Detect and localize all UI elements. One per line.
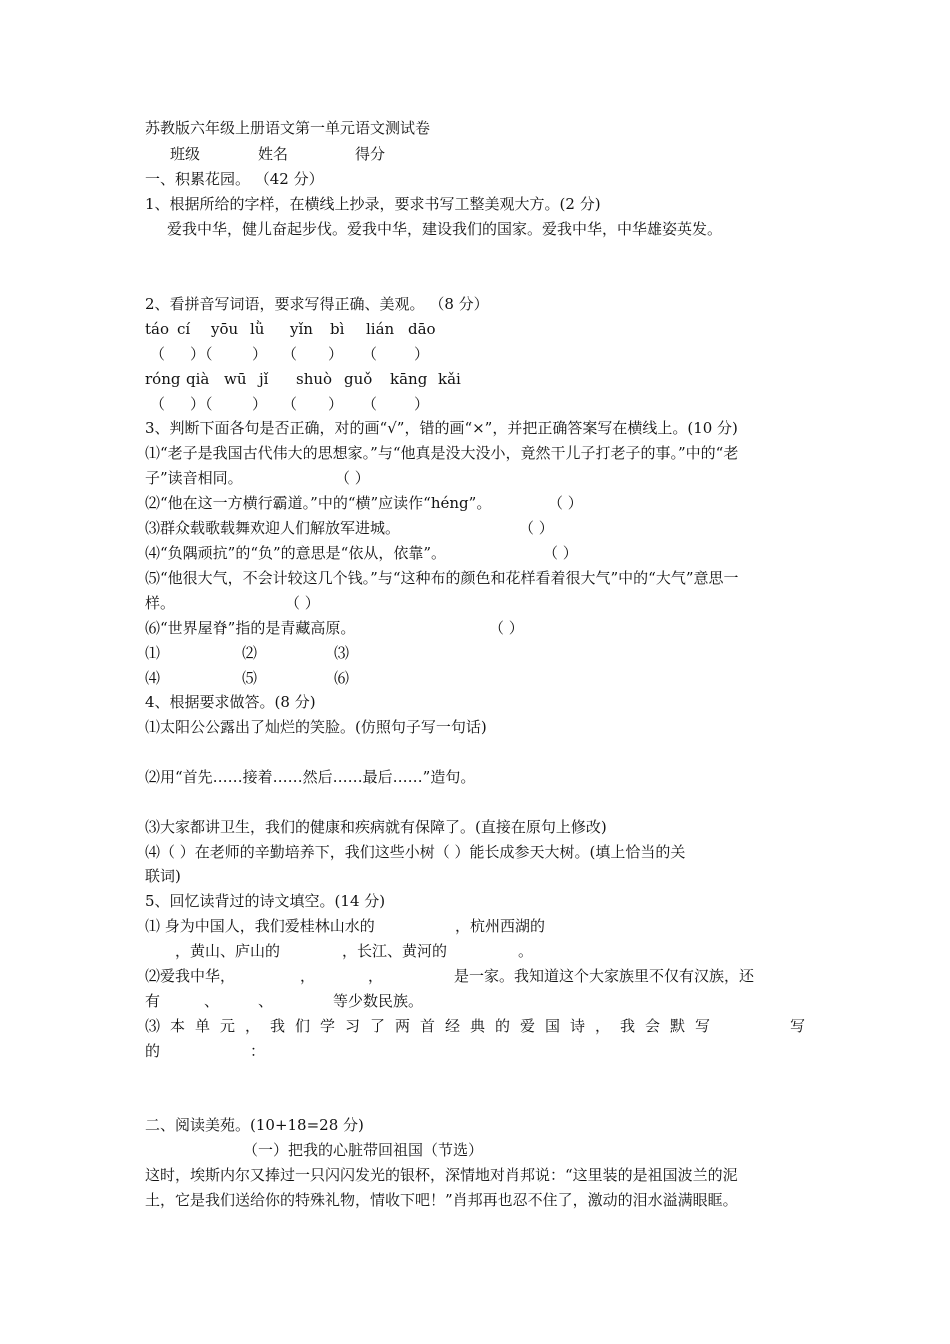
pinyin-1: táo — [145, 320, 170, 338]
q2-prompt: 2、看拼音写词语，要求写得正确、美观。 （8 分） — [145, 295, 489, 313]
q5-char: 元 — [220, 1017, 236, 1035]
answer-bracket: （ — [150, 395, 166, 413]
pinyin-14: guǒ — [344, 370, 373, 388]
q3-statement-1-cont: 子”读音相同。 — [145, 469, 243, 487]
answer-bracket: ） — [252, 395, 268, 413]
q5-char: 诗 — [570, 1017, 586, 1035]
answer-bracket: （ — [150, 345, 166, 363]
blank-space — [720, 1016, 780, 1036]
q5-char: 经 — [445, 1017, 461, 1035]
answer-bracket: ） — [414, 345, 430, 363]
pinyin-6: bì — [330, 320, 345, 338]
judge-bracket: （ ） — [543, 544, 578, 562]
pinyin-7: lián — [366, 320, 395, 338]
q3-statement-5: ⑸“他很大气，不会计较这几个钱。”与“这种布的颜色和花样看着很大气”中的“大气”意思一 — [145, 569, 739, 587]
q3-prompt: 3、判断下面各句是否正确，对的画“√”，错的画“×”，并把正确答案写在横线上。(10 分) — [145, 419, 738, 437]
answer-bracket: （ — [282, 395, 298, 413]
q5-char: ， — [245, 1017, 261, 1035]
pinyin-13: shuò — [296, 370, 333, 388]
pinyin-12: jǐ — [259, 370, 269, 388]
score-label: 得分 — [355, 145, 386, 163]
q5-line-4-part: 等少数民族。 — [333, 992, 424, 1010]
judge-bracket: （ ） — [519, 519, 554, 537]
judge-bracket: （ ） — [489, 619, 524, 637]
answer-bracket: ） — [328, 395, 344, 413]
q1-sample-text: 爱我中华，健儿奋起步伐。爱我中华，建设我们的国家。爱我中华，中华雄姿英发。 — [167, 220, 723, 238]
q5-comma: ， — [368, 967, 384, 985]
q5-char: 爱 — [520, 1017, 536, 1035]
answer-bracket: ）（ — [190, 395, 213, 413]
q5-char: 默 — [670, 1017, 686, 1035]
reading-title: （一）把我的心脏带回祖国（节选） — [243, 1141, 484, 1159]
q5-char: 单 — [195, 1017, 211, 1035]
reading-paragraph-cont: 土，它是我们送给你的特殊礼物，情收下吧！”肖邦再也忍不住了，激动的泪水溢满眼眶。 — [145, 1191, 738, 1209]
q4-prompt: 4、根据要求做答。(8 分) — [145, 693, 316, 711]
pinyin-9: róng — [145, 370, 181, 388]
part2-heading: 二、阅读美苑。(10+18=28 分) — [145, 1116, 364, 1134]
q1-prompt: 1、根据所给的字样，在横线上抄录，要求书写工整美观大方。(2 分) — [145, 195, 601, 213]
pinyin-3: yōu — [211, 320, 239, 338]
q5-char: 本 — [170, 1017, 186, 1035]
q5-line-5 — [145, 1016, 805, 1036]
answer-number-2: ⑵ — [242, 644, 258, 662]
q5-char: 会 — [645, 1017, 661, 1035]
q3-statement-5-cont: 样。 — [145, 594, 176, 612]
answer-number-3: ⑶ — [334, 644, 350, 662]
part1-heading: 一、积累花园。 （42 分） — [145, 170, 324, 188]
q4-item-2: ⑵用“首先……接着……然后……最后……”造句。 — [145, 768, 476, 786]
answer-bracket: ） — [252, 345, 268, 363]
q5-char: ， — [595, 1017, 611, 1035]
q5-char: 学 — [320, 1017, 336, 1035]
answer-number-4: ⑷ — [145, 669, 161, 687]
q5-char: 习 — [345, 1017, 361, 1035]
q4-item-1: ⑴太阳公公露出了灿烂的笑脸。(仿照句子写一句话) — [145, 718, 487, 736]
q3-statement-6: ⑹“世界屋脊”指的是青藏高原。 — [145, 619, 356, 637]
q5-comma: ， — [300, 967, 316, 985]
q3-statement-2: ⑵“他在这一方横行霸道。”中的“横”应读作“héng”。 — [145, 494, 492, 512]
q3-statement-4: ⑷“负隅顽抗”的“负”的意思是“依从，依靠”。 — [145, 544, 447, 562]
q5-char: ⑶ — [145, 1017, 161, 1035]
q4-item-3: ⑶大家都讲卫生，我们的健康和疾病就有保障了。(直接在原句上修改) — [145, 818, 607, 836]
judge-bracket: （ ） — [548, 494, 583, 512]
q5-line-1-part: ，杭州西湖的 — [455, 917, 546, 935]
q3-statement-3: ⑶群众载歌载舞欢迎人们解放军进城。 — [145, 519, 401, 537]
answer-number-5: ⑸ — [242, 669, 258, 687]
q5-line-2: ，黄山、庐山的 — [175, 942, 281, 960]
judge-bracket: （ ） — [335, 469, 370, 487]
q5-char: 首 — [420, 1017, 436, 1035]
q5-char: 了 — [370, 1017, 386, 1035]
answer-bracket: ）（ — [190, 345, 213, 363]
answer-bracket: （ — [282, 345, 298, 363]
q5-char: 写 — [695, 1017, 711, 1035]
answer-bracket: ） — [328, 345, 344, 363]
q5-char: 两 — [395, 1017, 411, 1035]
q5-line-2-end: 。 — [518, 942, 534, 960]
q5-prompt: 5、回忆读背过的诗文填空。(14 分) — [145, 892, 386, 910]
q4-item-4-cont: 联词) — [145, 867, 181, 885]
reading-paragraph: 这时，埃斯内尔又捧过一只闪闪发光的银杯，深情地对肖邦说：“这里装的是祖国波兰的泥 — [145, 1166, 738, 1184]
q5-line-4: 有 — [145, 992, 161, 1010]
pinyin-15: kāng — [390, 370, 428, 388]
name-label: 姓名 — [258, 145, 289, 163]
answer-bracket: （ — [362, 395, 378, 413]
q5-separator: 、 — [258, 992, 274, 1010]
q5-char: 我 — [270, 1017, 286, 1035]
q5-char: 们 — [295, 1017, 311, 1035]
answer-bracket: （ — [362, 345, 378, 363]
q5-line-3-part: 是一家。我知道这个大家族里不仅有汉族，还 — [454, 967, 755, 985]
q5-line-1: ⑴ 身为中国人，我们爱桂林山水的 — [145, 917, 375, 935]
pinyin-10: qià — [186, 370, 210, 388]
q5-char: 的 — [495, 1017, 511, 1035]
pinyin-8: dāo — [408, 320, 436, 338]
pinyin-5: yǐn — [290, 320, 313, 338]
answer-bracket: ） — [414, 395, 430, 413]
class-label: 班级 — [170, 145, 201, 163]
q5-line-3: ⑵爱我中华， — [145, 967, 236, 985]
paper-title: 苏教版六年级上册语文第一单元语文测试卷 — [145, 119, 431, 137]
pinyin-11: wū — [224, 370, 247, 388]
q5-char: 典 — [470, 1017, 486, 1035]
answer-number-1: ⑴ — [145, 644, 161, 662]
answer-number-6: ⑹ — [334, 669, 350, 687]
pinyin-2: cí — [177, 320, 191, 338]
q4-item-4: ⑷（ ）在老师的辛勤培养下，我们这些小树（ ）能长成参天大树。(填上恰当的关 — [145, 843, 686, 861]
q5-line-6: 的 — [145, 1042, 161, 1060]
judge-bracket: （ ） — [285, 594, 320, 612]
q5-colon: ： — [250, 1042, 266, 1060]
q3-statement-1: ⑴“老子是我国古代伟大的思想家。”与“他真是没大没小，竟然干儿子打老子的事。”中的“老 — [145, 444, 739, 462]
q5-char: 写 — [789, 1017, 805, 1035]
pinyin-4: lǜ — [250, 320, 265, 338]
q5-char: 我 — [620, 1017, 636, 1035]
q5-char: 国 — [545, 1017, 561, 1035]
pinyin-16: kǎi — [438, 370, 461, 388]
q5-line-2-part: ，长江、黄河的 — [342, 942, 448, 960]
q5-separator: 、 — [204, 992, 220, 1010]
